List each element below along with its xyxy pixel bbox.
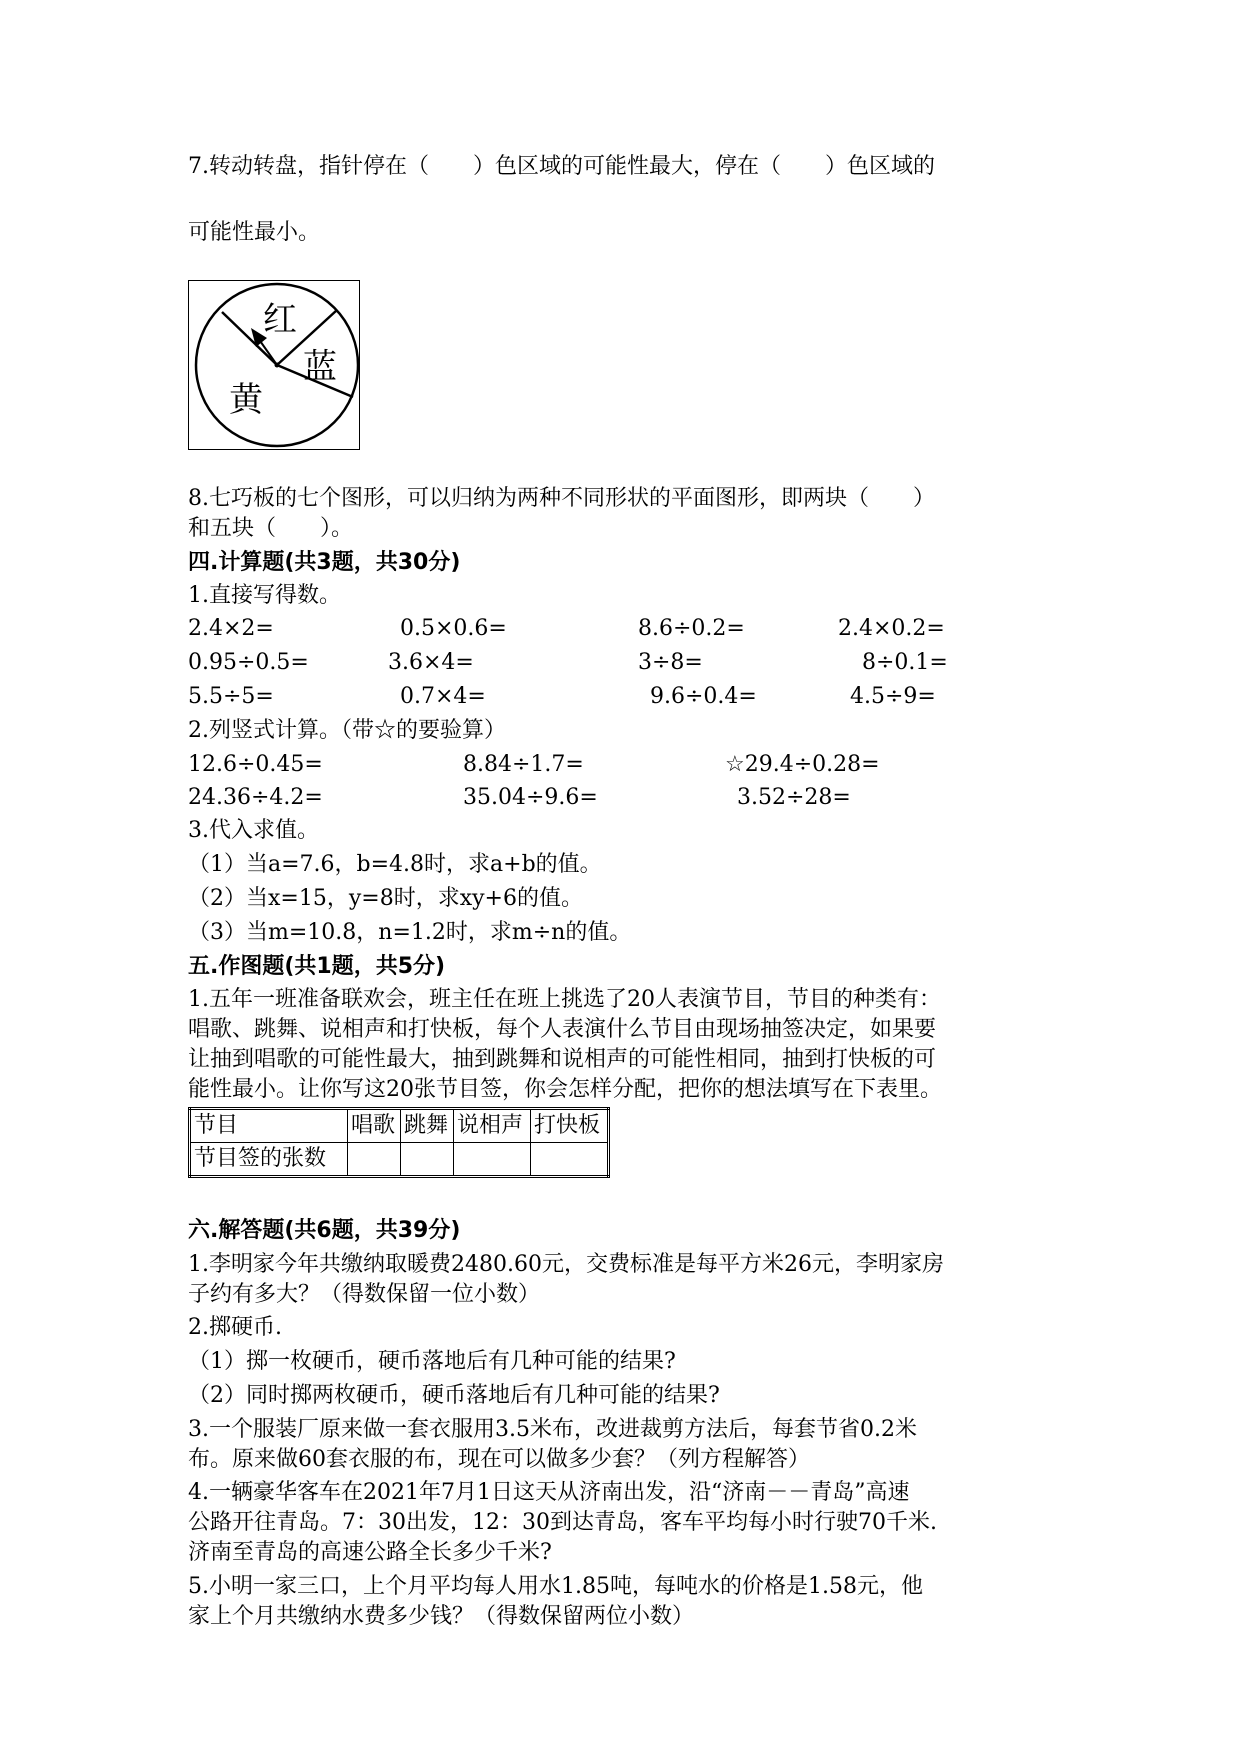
answer-cell[interactable] (531, 1143, 609, 1177)
drawing-problem-line: 让抽到唱歌的可能性最大，抽到跳舞和说相声的可能性相同，抽到打快板的可 (188, 1047, 937, 1072)
calc-item: 4.5÷9= (850, 684, 936, 709)
problem-2-title: 2.列竖式计算。（带☆的要验算） (188, 718, 506, 743)
drawing-problem-line: 唱歌、跳舞、说相声和打快板，每个人表演什么节目由现场抽签决定，如果要 (188, 1017, 937, 1042)
calc-item: 5.5÷5= (188, 684, 274, 709)
drawing-problem-line: 能性最小。让你写这20张节目签，你会怎样分配，把你的想法填写在下表里。 (188, 1077, 942, 1102)
calc-item: 2.4×0.2= (838, 616, 945, 641)
spinner-center-dot (275, 363, 280, 368)
answer-cell[interactable] (454, 1143, 531, 1177)
problem-1-title: 1.直接写得数。 (188, 583, 341, 608)
calc-item: ☆29.4÷0.28= (725, 752, 880, 777)
table-row-label: 节目签的张数 (190, 1143, 348, 1177)
section-6-heading: 六.解答题(共6题，共39分) (188, 1218, 461, 1243)
spinner-drawing (189, 281, 361, 451)
q7-line-2: 可能性最小。 (188, 220, 321, 245)
substitution-item: （3）当m=10.8，n=1.2时，求m÷n的值。 (188, 920, 632, 945)
calc-item: 2.4×2= (188, 616, 274, 641)
calc-item: 8.84÷1.7= (463, 752, 584, 777)
calc-item: 24.36÷4.2= (188, 785, 323, 810)
table-header-cell: 打快板 (531, 1109, 609, 1143)
answer-problem-line: 公路开往青岛。7：30出发，12：30到达青岛，客车平均每小时行驶70千米. (188, 1510, 937, 1535)
answer-problem-line: 5.小明一家三口，上个月平均每人用水1.85吨，每吨水的价格是1.58元，他 (188, 1574, 923, 1599)
q7-line-1: 7.转动转盘，指针停在（ ）色区域的可能性最大，停在（ ）色区域的 (188, 154, 935, 179)
section-5-heading: 五.作图题(共1题，共5分) (188, 954, 446, 979)
program-allocation-table (188, 1107, 610, 1178)
calc-item: 3.6×4= (388, 650, 474, 675)
table-header-cell: 跳舞 (401, 1109, 454, 1143)
q8-line-2: 和五块（ ）。 (188, 516, 354, 541)
answer-problem-line: 1.李明家今年共缴纳取暖费2480.60元，交费标准是每平方米26元，李明家房 (188, 1252, 944, 1277)
spinner-label-blue: 蓝 (303, 347, 337, 387)
spinner-label-yellow: 黄 (229, 380, 263, 420)
table-header-cell: 唱歌 (348, 1109, 401, 1143)
calc-item: 0.5×0.6= (400, 616, 507, 641)
calc-item: 35.04÷9.6= (463, 785, 598, 810)
table-header-row (190, 1109, 609, 1143)
answer-cell[interactable] (401, 1143, 454, 1177)
spinner-figure (188, 280, 360, 450)
answer-problem-line: 济南至青岛的高速公路全长多少千米? (188, 1540, 552, 1565)
section-4-heading: 四.计算题(共3题，共30分) (188, 550, 461, 575)
table-header-cell: 说相声 (454, 1109, 531, 1143)
calc-item: 0.7×4= (400, 684, 486, 709)
substitution-item: （2）当x=15，y=8时，求xy+6的值。 (188, 886, 583, 911)
coin-item: （2）同时掷两枚硬币，硬币落地后有几种可能的结果? (188, 1383, 720, 1408)
answer-problem-line: 2.掷硬币. (188, 1315, 282, 1340)
table-header-cell: 节目 (190, 1109, 348, 1143)
answer-problem-line: 3.一个服装厂原来做一套衣服用3.5米布，改进裁剪方法后，每套节省0.2米 (188, 1417, 917, 1442)
table-row (190, 1143, 609, 1177)
drawing-problem-line: 1.五年一班准备联欢会，班主任在班上挑选了20人表演节目，节目的种类有： (188, 987, 941, 1012)
answer-problem-line: 4.一辆豪华客车在2021年7月1日这天从济南出发，沿“济南－－青岛”高速 (188, 1480, 910, 1505)
answer-cell[interactable] (348, 1143, 401, 1177)
answer-problem-line: 子约有多大？（得数保留一位小数） (188, 1282, 541, 1307)
coin-item: （1）掷一枚硬币，硬币落地后有几种可能的结果? (188, 1349, 676, 1374)
substitution-item: （1）当a=7.6，b=4.8时，求a+b的值。 (188, 852, 602, 877)
problem-3-title: 3.代入求值。 (188, 818, 319, 843)
q8-line-1: 8.七巧板的七个图形，可以归纳为两种不同形状的平面图形，即两块（ ） (188, 486, 935, 511)
calc-item: 9.6÷0.4= (650, 684, 757, 709)
answer-problem-line: 布。原来做60套衣服的布，现在可以做多少套？（列方程解答） (188, 1447, 810, 1472)
answer-problem-line: 家上个月共缴纳水费多少钱？（得数保留两位小数） (188, 1604, 695, 1629)
calc-item: 3÷8= (638, 650, 703, 675)
calc-item: 12.6÷0.45= (188, 752, 323, 777)
calc-item: 8÷0.1= (862, 650, 948, 675)
calc-item: 0.95÷0.5= (188, 650, 309, 675)
calc-item: 8.6÷0.2= (638, 616, 745, 641)
spinner-label-red: 红 (263, 300, 297, 340)
calc-item: 3.52÷28= (737, 785, 851, 810)
